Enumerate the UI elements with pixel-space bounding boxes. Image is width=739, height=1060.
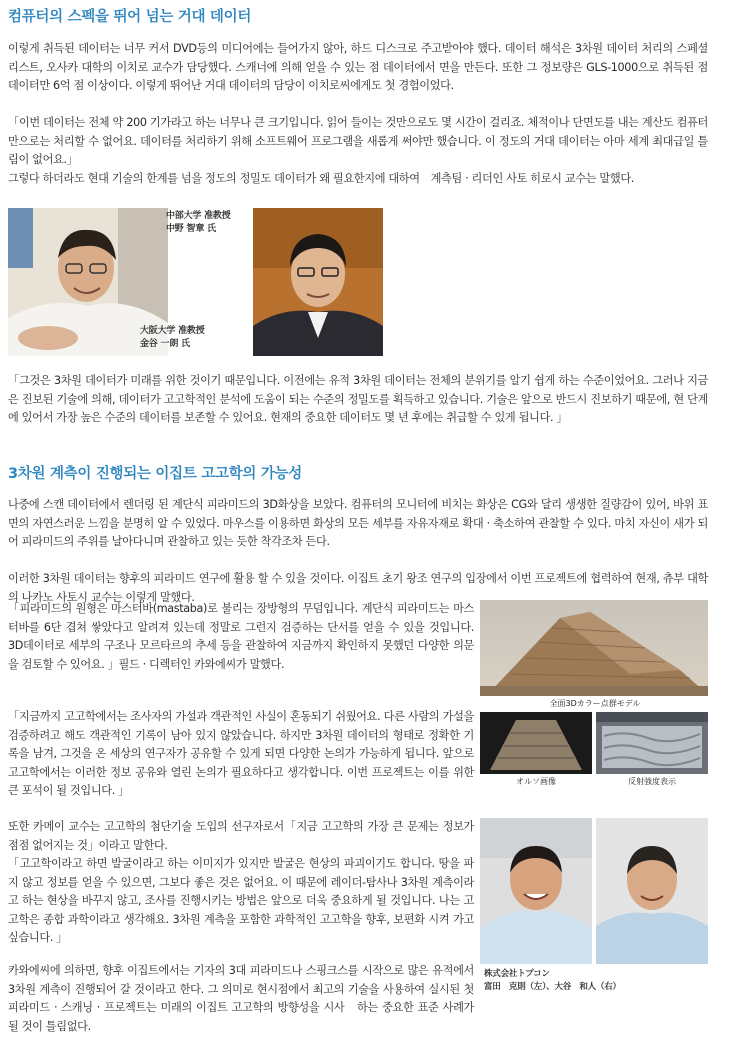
- professor-photo-right: [253, 208, 383, 356]
- staff-photo-left: [480, 818, 592, 964]
- pyramid-3d-image: [480, 600, 708, 696]
- paragraph: 카와에씨에 의하면, 향후 이집트에서는 기자의 3대 피라미드나 스핑크스를 시작으로 많은 유적에서 3차원 계측이 진행되어 갈 것이라고 한다. 그 의미로 현시점에서 최고의 기술을 사용하여 실시된 첫 피라미드 · 스캐닝 · 프로젝트는 미래의 이집트 고고학의 방향성을 시사 하는 중요한 표준 사례가 될 것이 틀림없다.: [8, 964, 474, 1033]
- section-title-egypt: 3차원 계측이 진행되는 이집트 고고학의 가능성: [8, 466, 302, 482]
- quote: 「지금까지 고고학에서는 조사자의 가설과 객관적인 사실이 혼동되기 쉬웠어요. 다른 사람의 가설을 검증하려고 해도 객관적인 기록이 남아 있지 않았습니다. 하지만 3차원 데이터의 형태로 정확한 기록을 남겨, 그것을 온 세상의 연구자가 공유할 수 있게 되면 다양한 논의가 가능하게 됩니다. 앞으로 고고학에서는 이러한 정보 공유와 열린 논의가 필요하다고 생각합니다. 이번 프로젝트는 이를 위한 큰 포석이 될 것입니다. 」: [8, 710, 474, 797]
- quote: 「피라미드의 원형은 마스터바(mastaba)로 불리는 장방형의 무덤입니다. 계단식 피라미드는 마스터바를 6단 겹쳐 쌓았다고 알려져 있는데 정말로 그런지 검증하는 단서를 얻을 수 있을 것입니다. 3D데이터로 세부의 구조나 모르타르의 추세 등을 관찰하여 지금까지 확인하지 못했던 다양한 의문을 검토할 수 있어요. 」필드 · 디렉터인 카와에씨가 말했다.: [8, 602, 474, 671]
- paragraph: 이러한 3차원 데이터는 향후의 피라미드 연구에 활용 할 수 있을 것이다. 이집트 초기 왕조 연구의 입장에서 이번 프로젝트에 협력하여 현재, 츄부 대학의 나카노 사토시 교수는 이렇게 말했다.: [8, 572, 708, 604]
- company-caption: 株式会社トプコン 富田 克則（左）、大谷 和人（右）: [484, 969, 621, 992]
- ortho-image-caption: オルソ画像: [516, 777, 556, 786]
- staff-photo-right: [596, 818, 708, 964]
- paragraph: 이렇게 취득된 데이터는 너무 커서 DVD등의 미디어에는 들어가지 않아, 하드 디스크로 주고받아야 했다. 데이터 해석은 3차원 데이터 처리의 스페셜리스트, 오사카 대학의 이치로 교수가 담당했다. 스캐너에 의해 얻을 수 있는 점 데이터에서 면을 만든다. 또한 그 정보량은 GLS-1000으로 취득된 점 데이터만 6억 점 이상이다. 이렇게 뛰어난 거대 데이터의 담당이 이치로씨에게도 첫 경험이었다.: [8, 42, 708, 92]
- paragraph: 그렇다 하더라도 현대 기술의 한계를 넘을 정도의 정밀도 데이터가 왜 필요한지에 대하여 계측팀 · 리더인 사토 히로시 교수는 말했다.: [8, 172, 634, 185]
- pyramid-image-caption: 全面3Dカラー点群モデル: [549, 699, 641, 708]
- paragraph: 「이번 데이터는 전체 약 200 기가라고 하는 너무나 큰 크기입니다. 읽어 들이는 것만으로도 몇 시간이 걸리죠. 체적이나 단면도를 내는 계산도 컴퓨터만으로는 처리할 수 없어요. 데이터를 처리하기 위해 소프트웨어 프로그램을 새롭게 써야만 했습니다. 이 정도의 거대 데이터는 아마 세계 최대급일 틀림이 없어요.」: [8, 116, 708, 166]
- paragraph: 또한 카메이 교수는 고고학의 첨단기술 도입의 선구자로서「지금 고고학의 가장 큰 문제는 정보가 점점 없어지는 것」이라고 말한다.: [8, 820, 474, 852]
- section-title-data: 컴퓨터의 스펙을 뛰어 넘는 거대 데이터: [8, 9, 252, 25]
- reflection-intensity-image: [596, 712, 708, 774]
- reflection-image-caption: 反射強度表示: [628, 777, 676, 786]
- professor-caption-bottom: 大阪大学 准教授 金谷 一朗 氏: [140, 326, 205, 349]
- quote: 「고고학이라고 하면 발굴이라고 하는 이미지가 있지만 발굴은 현상의 파괴이기도 합니다. 땅을 파지 않고 정보를 얻을 수 있으면, 그보다 좋은 것은 없어요. 이 때문에 레이더-탐사나 3차원 계측이라고 하는 현상을 바꾸지 않고, 조사를 진행시키는 방법은 앞으로 더욱 중요하게 될 것입니다. 나는 고고학은 종합 과학이라고 생각해요. 3차원 계측을 포함한 과학적인 고고학을 향후, 보편화 시켜 가고 싶습니다. 」: [8, 857, 474, 944]
- professor-caption-top: 中部大学 准教授 中野 智章 氏: [166, 211, 231, 234]
- ortho-image: [480, 712, 592, 774]
- quote: 「그것은 3차원 데이터가 미래를 위한 것이기 때문입니다. 이전에는 유적 3차원 데이터는 전체의 분위기를 알기 쉽게 하는 수준이었어요. 그러나 지금은 진보된 기술에 의해, 데이터가 고고학적인 분석에 도움이 되는 수준의 정밀도를 획득하고 있습니다. 기술은 앞으로 반드시 진보하기 때문에, 현 단계에 있어서 가장 높은 수준의 데이터를 보존할 수 있어요. 현재의 중요한 데이터도 몇 년 후에는 취급할 수 있게 됩니다. 」: [8, 374, 708, 424]
- paragraph: 나중에 스캔 데이터에서 렌더링 된 계단식 피라미드의 3D화상을 보았다. 컴퓨터의 모니터에 비치는 화상은 CG와 달리 생생한 질량감이 있어, 바위 표면의 자연스러운 느낌을 분명히 알 수 있었다. 마우스를 이용하면 화상의 모든 세부를 자유자재로 확대 · 축소하여 관찰할 수 있다. 마치 자신이 새가 되어 피라미드의 주위를 날아다니며 관찰하고 있는 듯한 착각조차 든다.: [8, 498, 708, 548]
